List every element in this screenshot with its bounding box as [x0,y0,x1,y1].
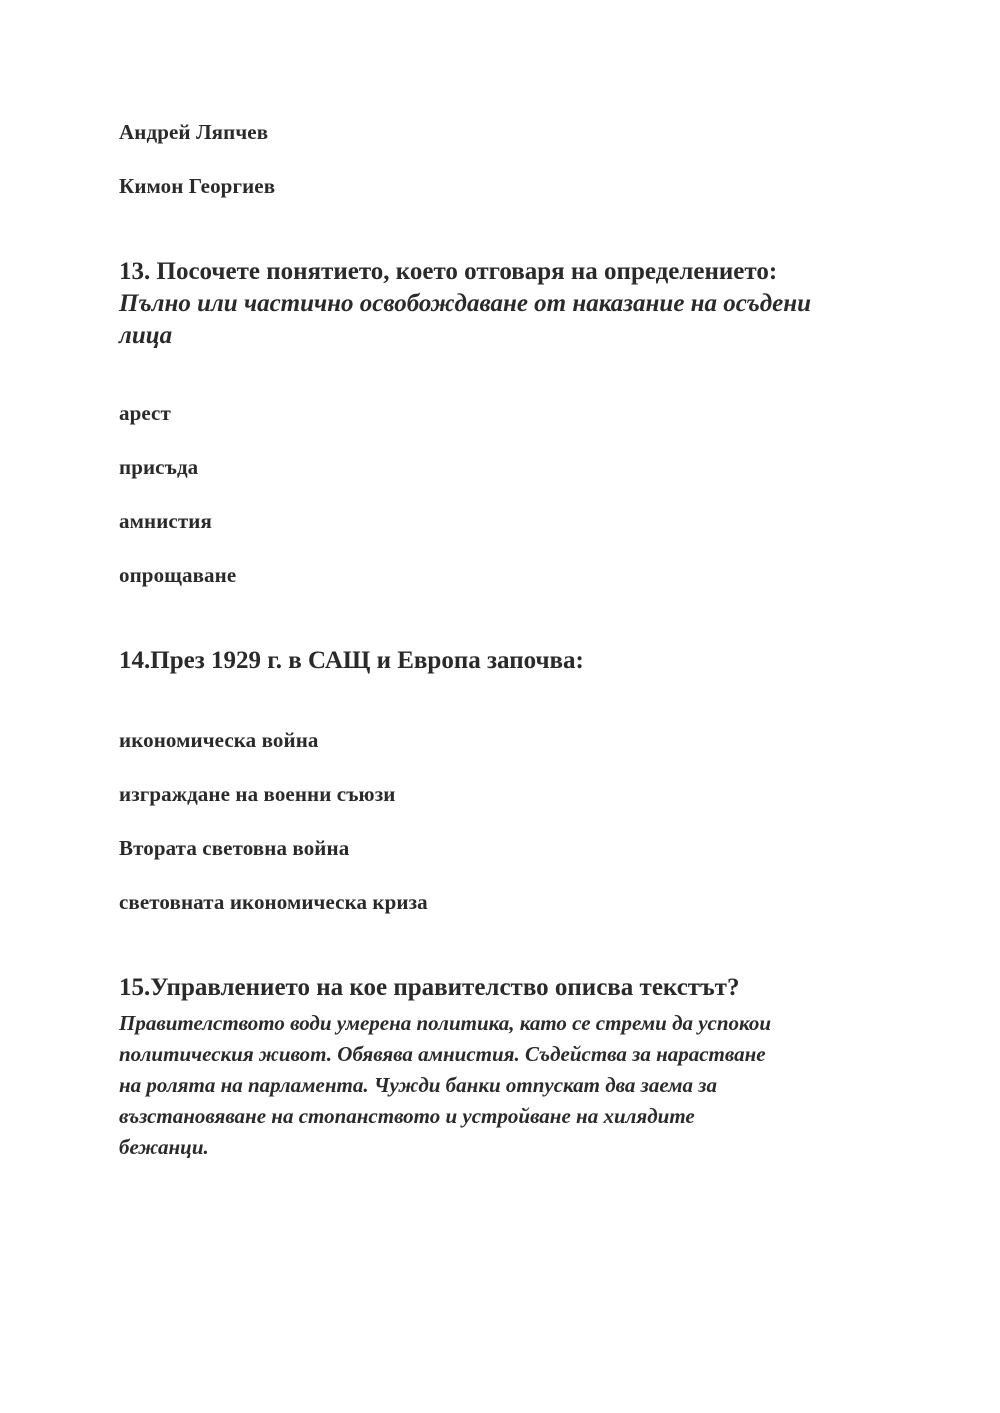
question-14-option-2[interactable]: изграждане на военни съюзи [119,782,396,806]
question-13-option-2[interactable]: присъда [119,455,199,479]
question-15-title: 15.Управлението на кое правителство описва текстът? [119,974,740,1001]
question-13-definition-line-2: лица [119,322,173,349]
question-14-title: 14.През 1929 г. в САЩ и Европа започва: [119,647,584,674]
question-13-definition-line-1: Пълно или частично освобождаване от наказание на осъдени [119,290,812,317]
question-15-text-line-1: Правителството води умерена политика, като се стреми да успокои [119,1011,772,1035]
prev-option-1[interactable]: Андрей Ляпчев [119,120,269,144]
question-15-text [119,1008,899,1163]
question-15-text-line-5: бежанци. [119,1135,209,1159]
question-14-option-4[interactable]: световната икономическа криза [119,890,428,914]
question-14-option-3[interactable]: Втората световна война [119,836,350,860]
question-15-text-line-3: на ролята на парламента. Чужди банки отпускат два заема за [119,1073,717,1097]
question-13-option-1[interactable]: арест [119,401,171,425]
prev-option-2[interactable]: Кимон Георгиев [119,174,276,198]
question-15-text-line-2: политическия живот. Обявява амнистия. Съдейства за нарастване [119,1042,766,1066]
question-15-text-line-4: възстановяване на стопанството и устройване на хилядите [119,1104,695,1128]
question-14-option-1[interactable]: икономическа война [119,728,319,752]
question-13-option-4[interactable]: опрощаване [119,563,237,587]
question-13-option-3[interactable]: амнистия [119,509,212,533]
question-13-title: 13. Посочете понятието, което отговаря на определението: [119,258,778,285]
question-13-definition [119,288,899,352]
